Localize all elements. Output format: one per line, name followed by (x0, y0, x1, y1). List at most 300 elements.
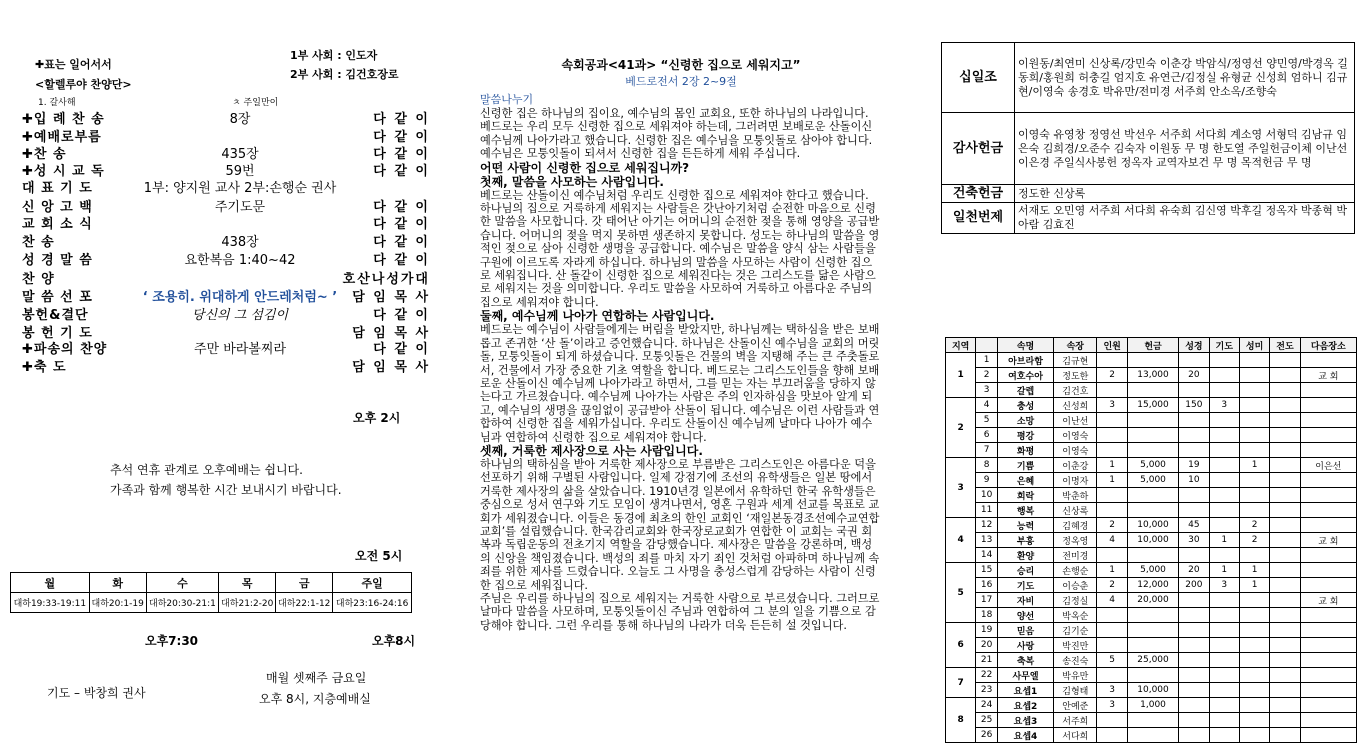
offering-row (942, 203, 1355, 234)
table-cell: 전미경 (1054, 548, 1097, 563)
table-cell (1239, 653, 1269, 668)
table-cell: 200 (1179, 578, 1209, 593)
table-cell: 26 (976, 728, 998, 743)
table-cell (1270, 473, 1300, 488)
table-cell: 2 (976, 368, 998, 383)
table-row (946, 518, 1357, 533)
week-reading-cell: 대하19:33-19:11 (11, 593, 90, 613)
monthly-line-2: 오후 8시, 지층예배실 (259, 692, 371, 706)
week-reading-cell: 대하20:30-21:1 (146, 593, 219, 613)
order-row (20, 213, 430, 230)
table-cell (1300, 623, 1356, 638)
order-label: 말 씀 선 포 (22, 290, 93, 305)
table-cell (1300, 668, 1356, 683)
cell-table-header: 다음장소 (1300, 338, 1356, 353)
table-cell (1270, 548, 1300, 563)
table-row (946, 413, 1357, 428)
order-leader: 다 같 이 (373, 200, 430, 215)
table-cell (1097, 548, 1127, 563)
table-cell (1300, 548, 1356, 563)
table-cell (1300, 428, 1356, 443)
am5-label: 오전 5시 (355, 549, 403, 563)
table-cell (1270, 608, 1300, 623)
table-cell: 김정실 (1054, 593, 1097, 608)
table-cell (1179, 503, 1209, 518)
order-row (20, 286, 430, 303)
table-cell: 갈렙 (997, 383, 1053, 398)
table-row (946, 473, 1357, 488)
table-cell (1127, 638, 1178, 653)
table-cell: 이난선 (1054, 413, 1097, 428)
table-cell (1209, 668, 1239, 683)
order-detail: 주만 바라볼찌라 (193, 342, 287, 357)
week-day-header: 목 (219, 573, 276, 593)
table-cell (1097, 713, 1127, 728)
week-reading-cell: 대하20:1-19 (89, 593, 146, 613)
table-cell (1270, 353, 1300, 368)
table-cell (1300, 518, 1356, 533)
sub-left: 1. 갈사해 (38, 98, 76, 108)
table-cell (1209, 428, 1239, 443)
table-cell: 23 (976, 683, 998, 698)
lesson-body (480, 107, 882, 632)
region-cell: 4 (946, 518, 976, 563)
table-cell (1270, 518, 1300, 533)
table-row (946, 548, 1357, 563)
offering-type: 감사헌금 (942, 113, 1015, 185)
order-detail: 438장 (221, 235, 259, 250)
region-cell: 3 (946, 458, 976, 518)
table-cell (1270, 638, 1300, 653)
table-cell (1300, 608, 1356, 623)
table-cell (1270, 623, 1300, 638)
table-cell: 축복 (997, 653, 1053, 668)
table-cell (1239, 728, 1269, 743)
table-cell (1127, 443, 1178, 458)
table-cell: 기쁨 (997, 458, 1053, 473)
table-cell (1270, 368, 1300, 383)
table-cell: 10,000 (1127, 518, 1178, 533)
table-cell: 송진숙 (1054, 653, 1097, 668)
table-cell: 10 (1179, 473, 1209, 488)
order-label: 교 회 소 식 (22, 217, 93, 232)
table-cell (1270, 398, 1300, 413)
table-cell: 9 (976, 473, 998, 488)
table-cell: 소망 (997, 413, 1053, 428)
prayer-leader: 기도 – 박창희 권사 (47, 686, 146, 700)
cell-table-header: 속장 (1054, 338, 1097, 353)
table-row (946, 713, 1357, 728)
order-leader: 담 임 목 사 (352, 290, 430, 305)
table-cell: 5 (976, 413, 998, 428)
table-cell (1239, 503, 1269, 518)
table-cell: 3 (1209, 578, 1239, 593)
table-cell: 5 (1097, 653, 1127, 668)
order-detail: ‘ 조용히. 위대하게 안드레처럼~ ’ (142, 290, 338, 305)
table-cell (1239, 638, 1269, 653)
table-cell: 1 (1097, 563, 1127, 578)
table-cell (1179, 383, 1209, 398)
table-cell: 요셉4 (997, 728, 1053, 743)
monthly-line-1: 매월 셋째주 금요일 (266, 671, 367, 685)
table-cell: 10,000 (1127, 533, 1178, 548)
table-row (946, 428, 1357, 443)
lesson-paragraph: 주님은 우리를 하나님의 집으로 세워지는 거룩한 사람으로 부르셨습니다. 그러므로 날마다 말씀을 사모하며, 모퉁잇돌이신 주님과 연합하여 그 분의 일을 기쁨으로 감당해야 합니다. 그런 우리를 통해 하나님의 나라가 더욱 든든히 설 것입니다. (480, 592, 880, 632)
table-cell (1239, 368, 1269, 383)
table-cell (1270, 413, 1300, 428)
table-cell (1179, 653, 1209, 668)
table-cell (1270, 578, 1300, 593)
table-cell: 16 (976, 578, 998, 593)
table-cell (1179, 413, 1209, 428)
table-cell: 19 (1179, 458, 1209, 473)
table-cell: 이은선 (1300, 458, 1356, 473)
table-cell: 승리 (997, 563, 1053, 578)
table-cell (1300, 443, 1356, 458)
table-cell: 교 회 (1300, 533, 1356, 548)
offering-names: 이원동/최연미 신상록/강민숙 이춘강 박암식/정영선 양민영/박경옥 길동희/홍원희 허충길 엄지호 유연근/김정실 유형균 신성희 엄하니 김규현/이영숙 송경호 박유만/전미경 서주희 안소옥/조향숙 (1015, 43, 1355, 113)
table-cell: 20,000 (1127, 593, 1178, 608)
table-cell: 10,000 (1127, 683, 1178, 698)
cell-table-header: 기도 (1209, 338, 1239, 353)
table-cell: 이춘강 (1054, 458, 1097, 473)
table-cell (1209, 518, 1239, 533)
table-cell: 신상록 (1054, 503, 1097, 518)
table-cell (1179, 623, 1209, 638)
table-cell: 김혜경 (1054, 518, 1097, 533)
table-cell (1097, 488, 1127, 503)
table-cell: 13,000 (1127, 368, 1178, 383)
notice-line-1: 추석 연휴 관계로 오후예배는 쉽니다. (110, 463, 303, 477)
pm2-label: 오후 2시 (353, 411, 401, 425)
table-row (946, 398, 1357, 413)
table-cell (1270, 443, 1300, 458)
table-cell: 박춘하 (1054, 488, 1097, 503)
table-cell: 3 (1097, 698, 1127, 713)
offering-row (942, 113, 1355, 185)
table-cell: 4 (1097, 593, 1127, 608)
table-row (946, 368, 1357, 383)
table-cell (1127, 608, 1178, 623)
offering-names: 이영숙 유영창 정영선 박선우 서주희 서다희 계소영 서형덕 김남규 임은숙 김희경/오준수 김숙자 이원동 무 명 한도열 주일헌금이체 이난선 이은경 주일식사봉헌 정옥자 교역자보건 무 명 목적헌금 무 명 (1015, 113, 1355, 185)
table-cell: 4 (976, 398, 998, 413)
offering-names: 정도한 신상록 (1015, 185, 1355, 203)
table-cell: 3 (1097, 683, 1127, 698)
order-label: ✚예배로부름 (22, 130, 102, 145)
table-cell: 평강 (997, 428, 1053, 443)
table-cell: 12,000 (1127, 578, 1178, 593)
table-cell (1270, 533, 1300, 548)
table-cell: 사무엘 (997, 668, 1053, 683)
table-cell: 11 (976, 503, 998, 518)
week-reading-table (10, 572, 412, 613)
table-cell: 24 (976, 698, 998, 713)
table-cell (1239, 488, 1269, 503)
table-cell: 1 (1097, 473, 1127, 488)
table-cell (1179, 683, 1209, 698)
order-row (20, 196, 430, 213)
order-label: ✚축 도 (22, 360, 67, 375)
table-cell (1127, 728, 1178, 743)
table-cell (1300, 563, 1356, 578)
table-cell (1209, 593, 1239, 608)
table-cell (1209, 503, 1239, 518)
region-cell: 7 (946, 668, 976, 698)
table-cell: 3 (1097, 398, 1127, 413)
table-cell: 충성 (997, 398, 1053, 413)
order-label: 봉헌&결단 (22, 308, 89, 323)
table-cell (1179, 353, 1209, 368)
table-cell (1270, 668, 1300, 683)
table-row (946, 623, 1357, 638)
table-cell (1300, 353, 1356, 368)
table-cell: 요셉2 (997, 698, 1053, 713)
table-cell (1209, 413, 1239, 428)
table-cell (1127, 488, 1178, 503)
table-cell: 1 (1239, 563, 1269, 578)
order-detail: 1부: 양지원 교사 2부:손행순 권사 (143, 181, 337, 196)
table-cell: 2 (1239, 518, 1269, 533)
table-cell (1209, 638, 1239, 653)
table-cell (1179, 443, 1209, 458)
table-cell (1239, 608, 1269, 623)
table-cell (1097, 413, 1127, 428)
order-detail: 435장 (221, 147, 259, 162)
table-cell (1239, 473, 1269, 488)
table-cell: 김규현 (1054, 353, 1097, 368)
cell-table-header: 인원 (1097, 338, 1127, 353)
offering-table (941, 42, 1355, 234)
table-cell: 22 (976, 668, 998, 683)
table-cell (1270, 653, 1300, 668)
table-cell: 5,000 (1127, 458, 1178, 473)
table-cell: 양선 (997, 608, 1053, 623)
region-cell: 2 (946, 398, 976, 458)
table-cell: 기도 (997, 578, 1053, 593)
week-day-header: 월 (11, 573, 90, 593)
table-cell: 17 (976, 593, 998, 608)
table-cell (1270, 728, 1300, 743)
order-detail: 당신의 그 섬김이 (191, 308, 289, 323)
lesson-title: 속회공과<41과> “신령한 집으로 세워지고” (561, 58, 801, 72)
table-cell (1209, 728, 1239, 743)
table-cell (1270, 488, 1300, 503)
table-cell (1209, 608, 1239, 623)
table-cell: 1 (1209, 563, 1239, 578)
cell-table-header: 전도 (1270, 338, 1300, 353)
table-cell (1127, 353, 1178, 368)
week-reading-cell: 대하22:1-12 (276, 593, 333, 613)
table-cell: 6 (976, 428, 998, 443)
table-row (946, 698, 1357, 713)
table-cell (1209, 623, 1239, 638)
order-leader: 다 같 이 (373, 342, 430, 357)
table-cell (1300, 653, 1356, 668)
table-cell: 1 (1097, 458, 1127, 473)
lesson-heading: 둘째, 예수님께 나아가 연합하는 사람입니다. (480, 309, 715, 324)
table-cell: 사랑 (997, 638, 1053, 653)
table-cell: 김건호 (1054, 383, 1097, 398)
table-cell: 13 (976, 533, 998, 548)
table-cell: 1 (1239, 578, 1269, 593)
table-cell (1300, 698, 1356, 713)
table-cell (1127, 413, 1178, 428)
lesson-intro-label: 말씀나누기 (480, 93, 534, 106)
week-reading-cell: 대하21:2-20 (219, 593, 276, 613)
cell-table-header (976, 338, 998, 353)
table-cell (1179, 728, 1209, 743)
table-cell (1239, 698, 1269, 713)
cell-table-header: 성경 (1179, 338, 1209, 353)
table-cell: 12 (976, 518, 998, 533)
order-leader: 다 같 이 (373, 235, 430, 250)
table-cell (1127, 548, 1178, 563)
order-label: 성 경 말 씀 (22, 253, 93, 268)
table-cell (1209, 443, 1239, 458)
table-row (946, 593, 1357, 608)
order-label: 대 표 기 도 (22, 181, 93, 196)
table-cell (1239, 413, 1269, 428)
table-cell: 4 (1097, 533, 1127, 548)
table-cell: 박옥순 (1054, 608, 1097, 623)
table-cell (1239, 548, 1269, 563)
offering-type: 건축헌금 (942, 185, 1015, 203)
table-cell (1097, 638, 1127, 653)
pm730-label: 오후7:30 (145, 634, 199, 648)
cell-table-header: 헌금 (1127, 338, 1178, 353)
table-cell (1097, 353, 1127, 368)
order-row (20, 249, 430, 266)
order-leader: 다 같 이 (373, 164, 430, 179)
table-cell (1300, 383, 1356, 398)
table-cell (1127, 503, 1178, 518)
host-1: 1부 사회 : 인도자 (290, 49, 378, 62)
order-row (20, 322, 430, 339)
table-cell (1300, 578, 1356, 593)
lesson-subtitle: 베드로전서 2장 2~9절 (625, 75, 737, 88)
region-cell: 6 (946, 623, 976, 668)
table-cell (1270, 593, 1300, 608)
table-cell (1209, 458, 1239, 473)
table-row (946, 533, 1357, 548)
region-cell: 5 (946, 563, 976, 623)
table-cell (1239, 443, 1269, 458)
stand-note: ✚표는 일어서서 (35, 58, 112, 71)
table-cell (1127, 713, 1178, 728)
table-cell (1209, 488, 1239, 503)
table-cell (1209, 353, 1239, 368)
table-cell (1239, 398, 1269, 413)
table-cell: 5,000 (1127, 563, 1178, 578)
table-cell: 2 (1097, 518, 1127, 533)
offering-type: 일천번제 (942, 203, 1015, 234)
table-cell: 환양 (997, 548, 1053, 563)
table-cell: 박진만 (1054, 638, 1097, 653)
order-row (20, 338, 430, 355)
table-cell: 교 회 (1300, 593, 1356, 608)
table-cell: 21 (976, 653, 998, 668)
sub-right: ㅊ 주일만이 (232, 98, 279, 108)
order-row (20, 108, 430, 125)
table-cell: 요셉3 (997, 713, 1053, 728)
lesson-paragraph: 베드로는 산돌이신 예수님처럼 우리도 신령한 집으로 세워져야 한다고 했습니다. 하나님의 집으로 거룩하게 세워지는 사람들은 갓난아기처럼 순전한 마음으로 신령한 말씀을 사모합니다. 갓 태어난 아기는 어머니의 순전한 젖을 통해 영양을 공급받습니다. 어머니의 젖을 먹지 못하면 생존하지 못합니다. 성도는 하나님의 말씀을 영적인 젖으로 삼아 신령한 생명을 공급합니다. 예수님은 말씀을 양식 삼는 사람들을 구원에 이르도록 자라게 하십니다. 하나님의 말씀을 사모하는 사람이 신령한 집으로 세워집니다. 산 돌같이 신령한 집으로 세워진다는 것은 그리스도를 닮은 사람으로 세워지는 것을 의미합니다. 우리도 말씀을 사모하여 거룩하고 아름다운 주님의 집으로 세워져야 합니다. (480, 188, 880, 309)
table-cell: 정도한 (1054, 368, 1097, 383)
table-row (946, 563, 1357, 578)
order-label: 봉 헌 기 도 (22, 326, 93, 341)
table-cell: 2 (1239, 533, 1269, 548)
order-label: ✚찬 송 (22, 147, 67, 162)
table-row (946, 683, 1357, 698)
table-cell (1300, 638, 1356, 653)
table-cell: 이승춘 (1054, 578, 1097, 593)
order-detail: 주기도문 (214, 200, 266, 215)
table-cell (1270, 428, 1300, 443)
table-cell (1097, 623, 1127, 638)
order-leader: 담 임 목 사 (352, 360, 430, 375)
table-cell: 19 (976, 623, 998, 638)
table-row (946, 488, 1357, 503)
offering-row (942, 185, 1355, 203)
table-row (946, 608, 1357, 623)
table-cell (1209, 713, 1239, 728)
order-label: 신 앙 고 백 (22, 200, 93, 215)
table-cell (1270, 698, 1300, 713)
lesson-paragraph: 하나님의 택하심을 받아 거룩한 제사장으로 부름받은 그리스도인은 아름다운 덕을 선포하기 위해 구별된 사람입니다. 일제 강점기에 조선의 유학생들은 일본 땅에서 거룩한 제사장의 삶을 살았습니다. 1910년경 일본에서 유학하던 한국 유학생들은 중심으로 성서 연구와 기도 모임이 생겨나면서, 영혼 구원과 세계 선교를 목표로 교회가 세워졌습니다. 이들은 동경에 최초의 한인 교회인 ‘재일본동경조선예수교연합교회’를 설립했습니다. 한국감리교회와 한국장로교회가 연합한 이 교회는 국권 회복과 독립운동의 전초기지 역할을 감당했습니다. 제사장은 말씀을 강론하며, 백성의 신앙을 책임졌습니다. 백성의 죄를 마치 자기 죄인 것처럼 아파하며 하나님께 속죄를 위한 제사를 드렸습니다. 오늘도 그 사명을 충성스럽게 감당하는 사람이 신령한 집으로 세워집니다. (480, 457, 880, 592)
table-cell: 25,000 (1127, 653, 1178, 668)
table-cell: 10 (976, 488, 998, 503)
order-label: 찬 송 (22, 235, 55, 250)
lesson-heading: 첫째, 말씀을 사모하는 사람입니다. (480, 174, 664, 189)
table-cell (1209, 383, 1239, 398)
table-cell (1179, 593, 1209, 608)
lesson-heading: 어떤 사람이 신령한 집으로 세워집니까? (480, 160, 690, 175)
order-row (20, 160, 430, 177)
order-detail: 59번 (225, 164, 255, 179)
order-leader: 호산나성가대 (342, 272, 430, 287)
table-cell: 이영숙 (1054, 428, 1097, 443)
table-cell (1127, 623, 1178, 638)
table-cell (1209, 548, 1239, 563)
table-cell: 3 (976, 383, 998, 398)
table-row (946, 668, 1357, 683)
table-cell: 은혜 (997, 473, 1053, 488)
table-cell (1179, 713, 1209, 728)
table-cell (1209, 653, 1239, 668)
table-cell: 1 (1209, 533, 1239, 548)
table-cell: 8 (976, 458, 998, 473)
table-cell: 안예준 (1054, 698, 1097, 713)
week-day-header: 수 (146, 573, 219, 593)
table-cell: 서다희 (1054, 728, 1097, 743)
order-detail: 8장 (229, 112, 251, 127)
table-cell (1300, 488, 1356, 503)
table-cell: 서주희 (1054, 713, 1097, 728)
table-cell: 화평 (997, 443, 1053, 458)
order-row (20, 231, 430, 248)
offering-type: 십일조 (942, 43, 1015, 113)
table-cell: 20 (1179, 368, 1209, 383)
region-cell: 1 (946, 353, 976, 398)
region-cell: 8 (946, 698, 976, 743)
table-cell (1097, 383, 1127, 398)
table-cell: 1 (1239, 458, 1269, 473)
table-cell: 15 (976, 563, 998, 578)
order-row (20, 177, 430, 194)
order-label: ✚파송의 찬양 (22, 342, 108, 357)
table-cell (1179, 488, 1209, 503)
table-cell: 정옥영 (1054, 533, 1097, 548)
table-cell: 행복 (997, 503, 1053, 518)
